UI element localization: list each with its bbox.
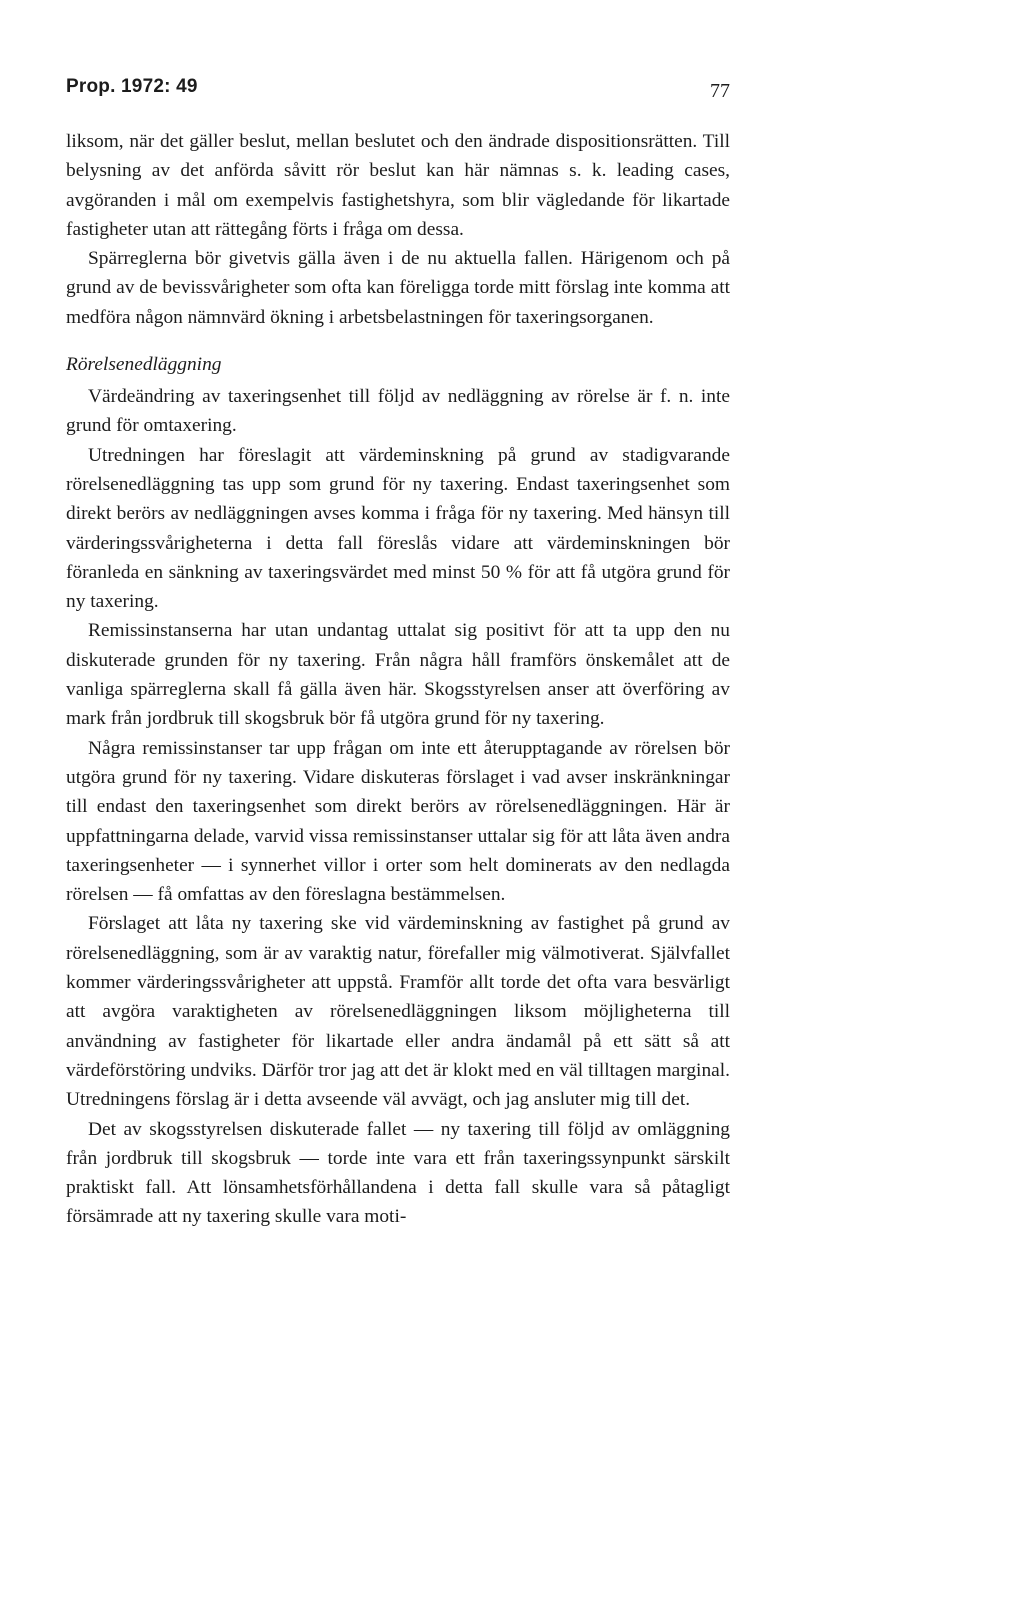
- paragraph: Utredningen har föreslagit att värdeminskning på grund av stadigvarande rörelsenedläggning tas upp som grund för ny taxering. Endast taxeringsenhet som direkt berörs av nedläggningen avses komma i fråga för ny taxering. Med hänsyn till värderingssvårigheterna i detta fall föreslås vidare att värdeminskningen bör föranleda en sänkning av taxeringsvärdet med minst 50 % för att få utgöra grund för ny taxering.: [66, 444, 730, 613]
- document-body: [66, 127, 730, 1232]
- page-header: [66, 76, 730, 114]
- paragraph: liksom, när det gäller beslut, mellan beslutet och den ändrade dispositionsrätten. Till belysning av det anförda såvitt rör beslut kan här nämnas s. k. leading cases, avgöranden i mål om exempelvis fastighetshyra, som blir vägledande för likartade fastigheter utan att rättegång förts i fråga om dessa.: [66, 131, 730, 240]
- paragraph: Värdeändring av taxeringsenhet till följd av nedläggning av rörelse är f. n. inte grund för omtaxering.: [66, 386, 730, 437]
- paragraph: Spärreglerna bör givetvis gälla även i de nu aktuella fallen. Härigenom och på grund av de bevissvårigheter som ofta kan föreligga torde mitt förslag inte komma att medföra någon nämnvärd ökning i arbetsbelastningen för taxeringsorganen.: [66, 248, 730, 328]
- page-number: 77: [710, 80, 730, 102]
- paragraph: Några remissinstanser tar upp frågan om inte ett återupptagande av rörelsen bör utgöra grund för ny taxering. Vidare diskuteras förslaget i vad avser inskränkningar till endast den taxeringsenhet som direkt berörs av rörelsenedläggningen. Här är uppfattningarna delade, varvid vissa remissinstanser uttalar sig för att låta även andra taxeringsenheter — i synnerhet villor i orter som helt dominerats av den nedlagda rörelsen — få omfattas av den föreslagna bestämmelsen.: [66, 737, 730, 906]
- document-reference: Prop. 1972: 49: [66, 76, 198, 97]
- paragraph: Förslaget att låta ny taxering ske vid värdeminskning av fastighet på grund av rörelsenedläggning, som är av varaktig natur, förefaller mig välmotiverat. Självfallet kommer värderingssvårigheter att uppstå. Framför allt torde det ofta vara besvärligt att avgöra varaktigheten av rörelsenedläggningen liksom möjligheterna till användning av fastigheter för likartade eller andra ändamål på ett sätt så att värdeförstöring undviks. Därför tror jag att det är klokt med en väl tilltagen marginal. Utredningens förslag är i detta avseende väl avvägt, och jag ansluter mig till det.: [66, 913, 730, 1111]
- document-page: [66, 76, 730, 1232]
- paragraph: Remissinstanserna har utan undantag uttalat sig positivt för att ta upp den nu diskuterade grunden för ny taxering. Från några håll framförs önskemålet att de vanliga spärreglerna skall få gälla även här. Skogsstyrelsen anser att överföring av mark från jordbruk till skogsbruk bör få utgöra grund för ny taxering.: [66, 620, 730, 730]
- section-heading: Rörelsenedläggning: [66, 354, 222, 376]
- paragraph: Det av skogsstyrelsen diskuterade fallet — ny taxering till följd av omläggning från jordbruk till skogsbruk — torde inte vara ett från taxeringssynpunkt särskilt praktiskt fall. Att lönsamhetsförhållandena i detta fall skulle vara så påtagligt försämrade att ny taxering skulle vara moti-: [66, 1118, 730, 1228]
